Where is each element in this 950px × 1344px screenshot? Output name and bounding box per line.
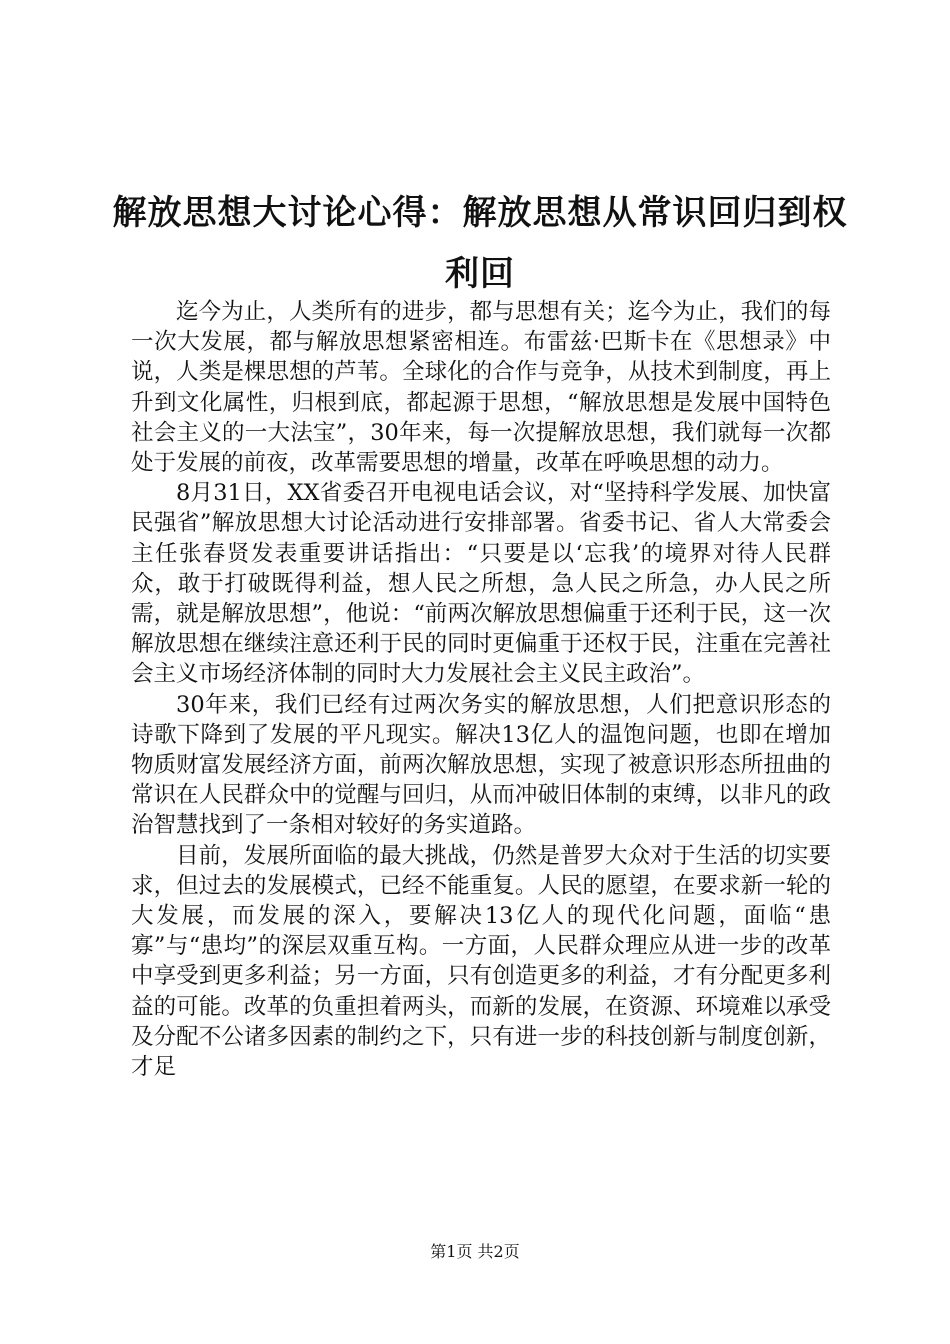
- page-number-footer: 第1页 共2页: [430, 1242, 520, 1261]
- document-title: 解放思想大讨论心得：解放思想从常识回归到权利回: [112, 192, 848, 294]
- paragraph: 目前，发展所面临的最大挑战，仍然是普罗大众对于生活的切实要求，但过去的发展模式，已经不能重复。人民的愿望，在要求新一轮的大发展，而发展的深入，要解决13亿人的现代化问题，面临“患寡”与“患均”的深层双重互构。一方面，人民群众理应从进一步的改革中享受到更多利益；另一方面，只有创造更多的利益，才有分配更多利益的可能。改革的负重担着两头，而新的发展，在资源、环境难以承受及分配不公诸多因素的制约之下，只有进一步的科技创新与制度创新，才足: [131, 842, 831, 1081]
- paragraph: 8月31日，XX省委召开电视电话会议，对“坚持科学发展、加快富民强省”解放思想大讨论活动进行安排部署。省委书记、省人大常委会主任张春贤发表重要讲话指出：“只要是以‘忘我’的境界对待人民群众，敢于打破既得利益，想人民之所想，急人民之所急，办人民之所需，就是解放思想”，他说：“前两次解放思想偏重于还利于民，这一次解放思想在继续注意还利于民的同时更偏重于还权于民，注重在完善社会主义市场经济体制的同时大力发展社会主义民主政治”。: [131, 480, 831, 688]
- paragraph: 迄今为止，人类所有的进步，都与思想有关；迄今为止，我们的每一次大发展，都与解放思想紧密相连。布雷兹·巴斯卡在《思想录》中说，人类是棵思想的芦苇。全球化的合作与竞争，从技术到制度，再上升到文化属性，归根到底，都起源于思想，“解放思想是发展中国特色社会主义的一大法宝”，30年来，每一次提解放思想，我们就每一次都处于发展的前夜，改革需要思想的增量，改革在呼唤思想的动力。: [131, 299, 831, 477]
- paragraph: 30年来，我们已经有过两次务实的解放思想，人们把意识形态的诗歌下降到了发展的平凡现实。解决13亿人的温饱问题，也即在增加物质财富发展经济方面，前两次解放思想，实现了被意识形态所扭曲的常识在人民群众中的觉醒与回归，从而冲破旧体制的束缚，以非凡的政治智慧找到了一条相对较好的务实道路。: [131, 691, 831, 839]
- document-body: [131, 297, 831, 1082]
